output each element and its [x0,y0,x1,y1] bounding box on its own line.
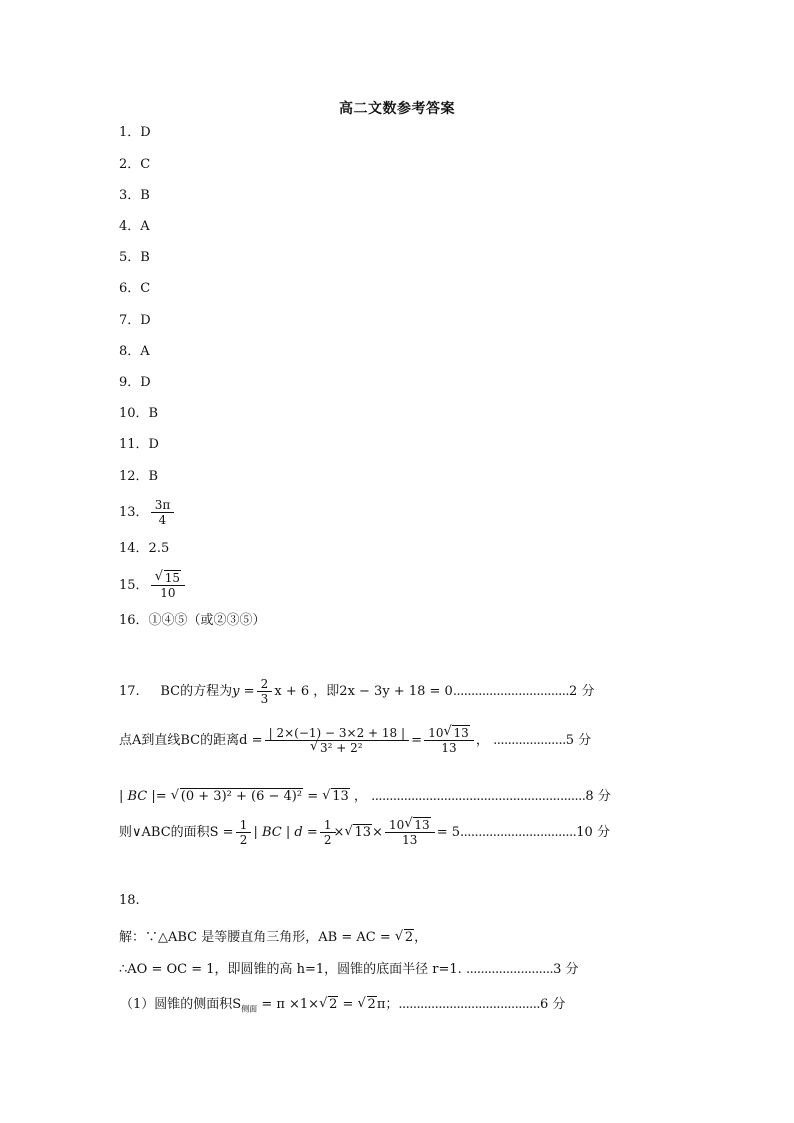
math: π； [376,997,399,1012]
fraction [153,498,173,527]
question-number: 17. [119,684,140,699]
q18-line-2 [119,958,579,977]
denominator: 2 [320,832,336,847]
answer-16 [119,613,266,629]
answer-item [119,219,150,235]
answer-value: D [140,313,151,328]
q17-line-2 [119,726,591,755]
answer-number: 13． [119,505,149,520]
answer-item [119,125,151,141]
text: 则∨ABC的面积S = [119,825,238,840]
answer-14 [119,541,169,557]
fraction [387,818,433,847]
radicand: 13 [414,818,430,832]
answer-item [119,437,159,453]
answer-value: D [140,125,151,140]
fraction [267,726,407,755]
math: = 5 [436,825,461,840]
text: ， [475,733,489,748]
answer-item [119,188,150,204]
answer-item [119,406,158,422]
q17-line-3 [119,785,611,804]
radicand: (0 + 3)² + (6 − 4)² [180,789,303,804]
answer-number: 11． [119,437,149,452]
radicand: 2 [367,997,376,1012]
math: | BC |= [119,789,171,804]
radicand: 2 [404,930,414,945]
fraction [259,677,271,706]
coefficient: 10 [389,818,405,832]
text: 解：∵△ABC 是等腰直角三角形，AB = AC = [119,930,395,945]
numerator: 1 [323,818,332,832]
score: 5 分 [565,733,592,748]
page-title: 高二文数参考答案 [339,101,455,117]
answer-item [119,375,151,391]
answer-item [119,344,150,360]
answer-value: D [148,437,159,452]
numerator [387,818,433,832]
fraction [322,818,334,847]
text: 点A到直线BC的距离d = [119,733,267,748]
answer-number: 9． [119,375,141,390]
denominator: 13 [385,832,435,847]
answer-number: 14． [119,541,149,556]
answer-number: 1． [119,125,141,140]
math: | BC | d = [253,825,322,840]
leader-dots: ................................ [452,684,570,699]
q18-line-1 [119,926,427,945]
answer-value: A [140,219,150,234]
math: × [371,825,383,840]
answer-number: 8． [119,344,141,359]
numerator: 2 [260,677,269,691]
score: 2 分 [569,684,595,699]
answer-15 [119,571,183,600]
radicand: 13 [332,789,349,804]
answer-value: 2.5 [148,541,170,556]
numerator: | 2×(−1) − 3×2 + 18 | [268,726,406,740]
answer-value: ①④⑤（或②③⑤） [148,613,266,628]
answer-item [119,250,150,266]
denominator: 13 [424,740,474,755]
answer-13 [119,498,172,527]
radicand: 15 [164,571,180,585]
answer-value: C [140,157,151,172]
radicand: 3² + 2² [320,741,363,755]
answer-number: 5． [119,250,141,265]
numerator [426,726,472,740]
text: ∴AO = OC = 1，即圆锥的高 h=1，圆锥的底面半径 r=1. [119,962,466,977]
text: ， [414,930,428,945]
leader-dots: ....................................... [398,997,541,1012]
answer-number: 6． [119,281,141,296]
answer-value: A [140,344,150,359]
q18-line-3 [120,993,565,1015]
math: = [411,733,427,748]
answer-value: B [140,250,150,265]
radicand: 13 [453,726,469,740]
answer-number: 15． [119,578,149,593]
score: 3 分 [553,962,579,977]
numerator: 1 [239,818,248,832]
leader-dots: ........................................................... [371,789,586,804]
answer-number: 7． [119,313,141,328]
denominator: 2 [236,832,252,847]
denominator: 10 [151,585,185,600]
answer-value: B [148,406,159,421]
answer-value: B [140,188,150,203]
score: 6 分 [540,997,566,1012]
answer-value: C [140,281,151,296]
math: y = [232,684,259,699]
fraction [426,726,472,755]
numerator: 3π [154,498,171,512]
math: = [338,997,358,1012]
answer-item [119,469,158,485]
math: × [333,825,345,840]
subscript: 侧面 [241,1004,258,1014]
coefficient: 10 [428,726,444,740]
answer-number: 3． [119,188,141,203]
score: 8 分 [585,789,611,804]
math: x + 6 ，即2x − 3y + 18 = 0 [274,684,453,699]
answer-number: 4． [119,219,141,234]
answer-number: 10． [119,406,149,421]
answer-item [119,281,150,297]
q17-line-1 [119,677,594,706]
leader-dots: .................... [493,733,566,748]
fraction [238,818,250,847]
denominator: 3 [257,691,273,706]
answer-value: B [148,469,159,484]
math: = π ×1× [257,997,320,1012]
answer-number: 12． [119,469,149,484]
q18-number: 18. [119,893,140,908]
answer-number: 16． [119,613,149,628]
radicand: 13 [354,825,371,840]
leader-dots: ................................ [460,825,577,840]
fraction [153,571,183,600]
text: （1）圆锥的侧面积S [120,997,242,1012]
answer-item [119,157,150,173]
math: = [303,789,323,804]
score: 10 分 [576,825,610,840]
radicand: 2 [329,997,338,1012]
text: BC的方程为 [160,684,233,699]
numerator [153,571,183,585]
leader-dots: ........................ [465,962,554,977]
answer-item [119,313,151,329]
denominator: 4 [151,512,175,527]
q17-line-4 [119,818,610,847]
denominator [265,740,409,755]
answer-number: 2． [119,157,141,172]
text: ， [349,789,367,804]
answer-value: D [140,375,151,390]
